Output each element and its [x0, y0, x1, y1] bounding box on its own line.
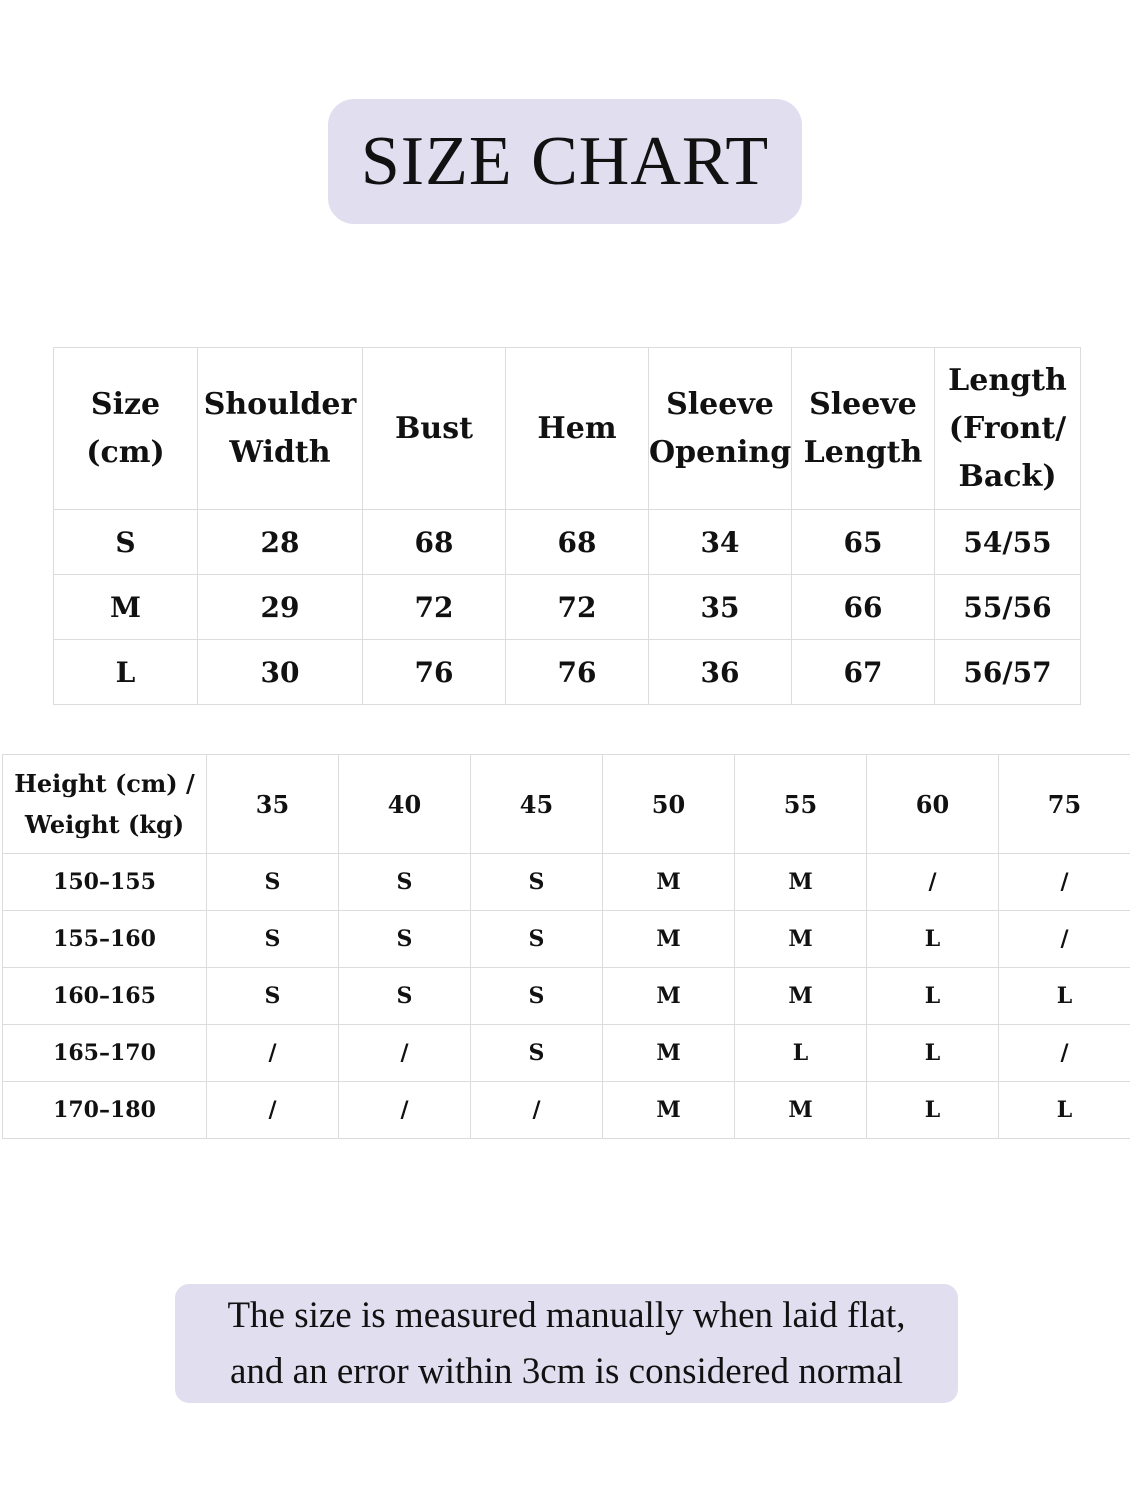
size-cell: L — [999, 968, 1130, 1025]
table-row — [3, 854, 1130, 911]
weight-header-cell: 45 — [471, 755, 603, 854]
measurement-header-cell: Length (Front/ Back) — [935, 348, 1081, 510]
table-row — [54, 640, 1081, 705]
table-row — [3, 1082, 1130, 1139]
table-cell: 29 — [198, 575, 363, 640]
size-cell: L — [867, 911, 999, 968]
size-cell: S — [207, 911, 339, 968]
table-cell: 30 — [198, 640, 363, 705]
measurement-header-cell: Bust — [363, 348, 506, 510]
size-cell: M — [603, 911, 735, 968]
height-cell: 150–155 — [3, 854, 207, 911]
size-cell: S — [471, 911, 603, 968]
size-cell: M — [603, 854, 735, 911]
measurement-header-cell: Sleeve Length — [792, 348, 935, 510]
size-cell: / — [999, 1025, 1130, 1082]
height-cell: 170–180 — [3, 1082, 207, 1139]
table-cell: L — [54, 640, 198, 705]
size-cell: M — [735, 854, 867, 911]
size-cell: M — [603, 968, 735, 1025]
corner-label: Height (cm) / Weight (kg) — [3, 755, 207, 854]
table-cell: 68 — [363, 510, 506, 575]
note-line-1: The size is measured manually when laid flat, — [227, 1294, 906, 1336]
note-line-2: and an error within 3cm is considered normal — [230, 1350, 903, 1392]
size-cell: / — [207, 1025, 339, 1082]
table-cell: 76 — [506, 640, 649, 705]
size-cell: / — [471, 1082, 603, 1139]
weight-header-cell: 55 — [735, 755, 867, 854]
size-cell: / — [339, 1025, 471, 1082]
size-cell: L — [735, 1025, 867, 1082]
size-cell: M — [603, 1082, 735, 1139]
weight-header-cell: 40 — [339, 755, 471, 854]
table-cell: M — [54, 575, 198, 640]
table-cell: 68 — [506, 510, 649, 575]
table-cell: 36 — [649, 640, 792, 705]
table-cell: 72 — [363, 575, 506, 640]
size-cell: S — [471, 854, 603, 911]
table-cell: 35 — [649, 575, 792, 640]
size-cell: L — [867, 1082, 999, 1139]
measurement-header-cell: Hem — [506, 348, 649, 510]
height-cell: 155–160 — [3, 911, 207, 968]
measurement-header-cell: Size (cm) — [54, 348, 198, 510]
size-cell: L — [999, 1082, 1130, 1139]
size-cell: / — [207, 1082, 339, 1139]
size-cell: / — [339, 1082, 471, 1139]
weight-header-cell: 60 — [867, 755, 999, 854]
table-cell: 54/55 — [935, 510, 1081, 575]
size-cell: L — [867, 968, 999, 1025]
size-cell: S — [471, 1025, 603, 1082]
title-banner — [328, 99, 802, 224]
table-cell: 65 — [792, 510, 935, 575]
measurement-table — [53, 347, 1081, 705]
size-cell: S — [207, 968, 339, 1025]
table-row — [54, 510, 1081, 575]
table-cell: 67 — [792, 640, 935, 705]
size-cell: M — [603, 1025, 735, 1082]
recommendation-header-row — [3, 755, 1130, 854]
recommendation-table — [2, 754, 1130, 1139]
table-row — [3, 1025, 1130, 1082]
size-cell: S — [339, 968, 471, 1025]
size-cell: M — [735, 1082, 867, 1139]
weight-header-cell: 50 — [603, 755, 735, 854]
weight-header-cell: 75 — [999, 755, 1130, 854]
size-cell: M — [735, 968, 867, 1025]
table-cell: 56/57 — [935, 640, 1081, 705]
size-cell: / — [999, 911, 1130, 968]
size-cell: S — [339, 911, 471, 968]
table-row — [3, 911, 1130, 968]
measurement-header-cell: Shoulder Width — [198, 348, 363, 510]
table-row — [54, 575, 1081, 640]
table-cell: 28 — [198, 510, 363, 575]
table-cell: S — [54, 510, 198, 575]
measurement-header-row — [54, 348, 1081, 510]
table-cell: 76 — [363, 640, 506, 705]
size-cell: S — [339, 854, 471, 911]
size-cell: S — [207, 854, 339, 911]
size-cell: S — [471, 968, 603, 1025]
note-banner — [175, 1284, 958, 1403]
size-cell: / — [867, 854, 999, 911]
table-row — [3, 968, 1130, 1025]
measurement-header-cell: Sleeve Opening — [649, 348, 792, 510]
page-title: SIZE CHART — [360, 122, 770, 200]
height-cell: 165–170 — [3, 1025, 207, 1082]
height-cell: 160–165 — [3, 968, 207, 1025]
size-cell: L — [867, 1025, 999, 1082]
table-cell: 72 — [506, 575, 649, 640]
size-cell: M — [735, 911, 867, 968]
table-cell: 66 — [792, 575, 935, 640]
table-cell: 34 — [649, 510, 792, 575]
weight-header-cell: 35 — [207, 755, 339, 854]
size-cell: / — [999, 854, 1130, 911]
table-cell: 55/56 — [935, 575, 1081, 640]
